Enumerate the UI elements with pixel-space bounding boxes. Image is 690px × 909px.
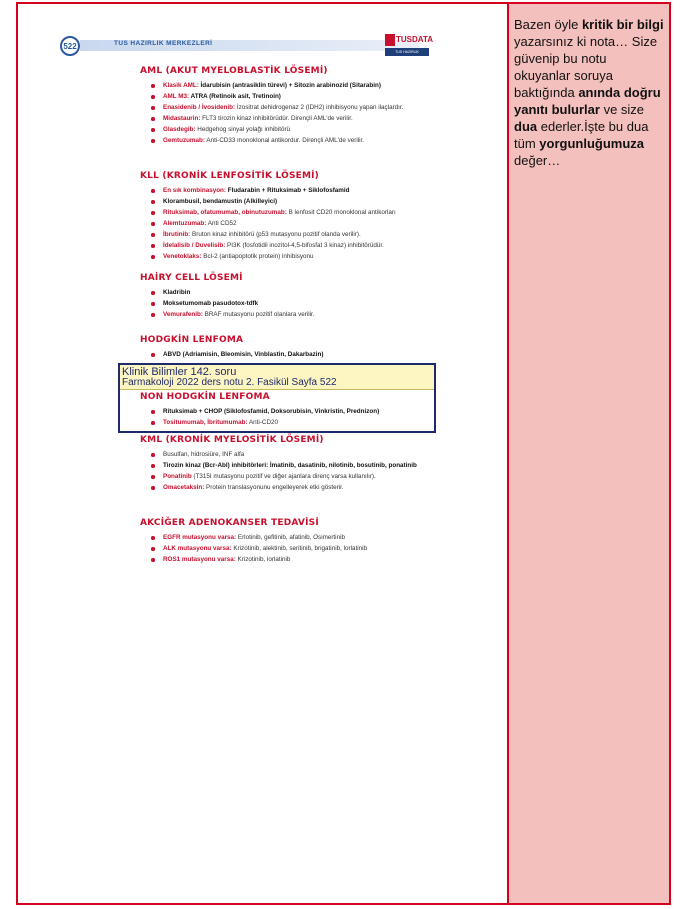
- item-label: Omacetaksin:: [163, 484, 205, 491]
- item-text: ABVD (Adriamisin, Bleomisin, Vinblastin, Dakarbazin): [163, 351, 324, 358]
- emphasis-text: dua: [514, 119, 538, 134]
- item-label: Tositumumab, İbritumumab:: [163, 419, 248, 426]
- header-title: TUS HAZIRLIK MERKEZLERİ: [114, 40, 213, 47]
- item-label: Venetoklaks:: [163, 253, 202, 260]
- item-list: [140, 80, 440, 146]
- note-text: değer…: [514, 153, 561, 168]
- logo-text: TUSDATA: [396, 35, 434, 44]
- list-item: [149, 532, 440, 543]
- item-label: Alemtuzumab:: [163, 220, 207, 227]
- page-number: 522: [60, 36, 80, 56]
- list-item: [149, 185, 440, 196]
- item-label: ROS1 mutasyonu varsa:: [163, 556, 236, 563]
- item-text: İdarubisin (antrasiklin türevi) + Sitozin arabinozid (Sitarabin): [198, 82, 381, 89]
- item-label: Gemtuzumab:: [163, 137, 205, 144]
- item-label: Midastaurin:: [163, 115, 201, 122]
- list-item: [149, 406, 440, 417]
- list-item: [149, 91, 440, 102]
- section-title: HODGKİN LENFOMA: [140, 335, 244, 345]
- item-text: (T315I mutasyonu pozitif ve diğer ajanlara direnç varsa kullanılır).: [191, 473, 376, 480]
- item-text: Rituksimab + CHOP (Siklofosfamid, Doksorubisin, Vinkristin, Prednizon): [163, 408, 380, 415]
- section-title: AML (AKUT MYELOBLASTİK LÖSEMİ): [140, 66, 328, 76]
- list-item: [149, 298, 440, 309]
- item-text: Erlotinib, gefitinib, afatinib, Osimertinib: [236, 534, 345, 541]
- section-title: NON HODGKİN LENFOMA: [140, 392, 270, 402]
- item-label: AML M3:: [163, 93, 190, 100]
- logo-subtext: TUS HAZIRLIK MERKEZLERİ: [385, 48, 429, 56]
- item-text: Anti CD52: [206, 220, 237, 227]
- item-label: Klasik AML:: [163, 82, 199, 89]
- list-item: [149, 554, 440, 565]
- item-list: [140, 406, 440, 428]
- item-label: En sık kombinasyon:: [163, 187, 226, 194]
- section-hairy-cell: [140, 273, 440, 320]
- item-list: [140, 349, 440, 360]
- list-item: [149, 482, 440, 493]
- note-text: Bazen öyle: [514, 17, 582, 32]
- note-line-1: Klinik Bilimler 142. soru: [122, 366, 237, 378]
- logo-mark-icon: [385, 34, 395, 46]
- item-text: Hedgehog sinyal yolağı inhibitörü: [195, 126, 291, 133]
- item-label: Enasidenib / İvosidenib:: [163, 104, 236, 111]
- section-non-hodgkin: [140, 392, 440, 428]
- note-line-2: Farmakoloji 2022 ders notu 2. Fasikül Sayfa 522: [122, 377, 337, 388]
- emphasis-text: yorgunluğumuza: [539, 136, 645, 151]
- item-text: Kladribin: [163, 289, 191, 296]
- list-item: [149, 449, 440, 460]
- sidebar-note: [514, 16, 666, 169]
- list-item: [149, 471, 440, 482]
- item-text: Tirozin kinaz (Bcr-Abl) inhibitörleri: İmatinib, dasatinib, nilotinib, bosutinib, ponatinib: [163, 462, 417, 469]
- list-item: [149, 229, 440, 240]
- section-title: KML (KRONİK MYELOSİTİK LÖSEMİ): [140, 435, 324, 445]
- item-text: Klorambusil, bendamustin (Alkilleyici): [163, 198, 278, 205]
- item-text: Busulfan, hidrosiüre, INF alfa: [163, 451, 245, 458]
- section-akciger: [140, 518, 440, 565]
- item-text: Protein translasyonunu engelleyerek etki gösterir.: [204, 484, 344, 491]
- note-text: yazarsınız ki nota… Size güvenip bu notu okuyanlar soruya baktığında: [514, 34, 658, 100]
- item-text: Krizotinib, alektinib, seritinib, brigatinib, lorlatinib: [231, 545, 368, 552]
- item-text: Krizotinib, lorlatinib: [235, 556, 291, 563]
- item-label: ALK mutasyonu varsa:: [163, 545, 232, 552]
- item-label: Rituksimab, ofatumumab, obinutuzumab:: [163, 209, 287, 216]
- list-item: [149, 113, 440, 124]
- item-list: [140, 449, 440, 493]
- list-item: [149, 124, 440, 135]
- item-text: B lenfosit CD20 monoklonal antikorları: [286, 209, 396, 216]
- item-list: [140, 532, 440, 565]
- note-text: ve size: [599, 102, 645, 117]
- item-list: [140, 287, 440, 320]
- list-item: [149, 135, 440, 146]
- item-text: PI3K (fosfotidil inozitol-4,5-bifosfat 3 kinaz) inhibitörüdür.: [225, 242, 384, 249]
- list-item: [149, 287, 440, 298]
- item-text: Bcl-2 (antiapoptotik protein) inhibisyonu: [201, 253, 314, 260]
- item-text: Anti-CD33 monoklonal antikordur. Dirençli AML'de verilir.: [204, 137, 365, 144]
- section-title: KLL (KRONİK LENFOSİTİK LÖSEMİ): [140, 171, 319, 181]
- section-kml: [140, 435, 440, 493]
- item-list: [140, 185, 440, 262]
- item-text: Moksetumomab pasudotox-tdfk: [163, 300, 259, 307]
- item-label: Ponatinib: [163, 473, 192, 480]
- list-item: [149, 543, 440, 554]
- list-item: [149, 240, 440, 251]
- tusdata-logo: [385, 34, 434, 62]
- item-text: BRAF mutasyonu pozitif olanlara verilir.: [202, 311, 315, 318]
- list-item: [149, 218, 440, 229]
- emphasis-text: kritik bir bilgi: [581, 17, 664, 32]
- section-title: HAİRY CELL LÖSEMİ: [140, 273, 243, 283]
- list-item: [149, 309, 440, 320]
- item-text: Anti-CD20: [247, 419, 278, 426]
- section-title: AKCİĞER ADENOKANSER TEDAVİSİ: [140, 518, 319, 528]
- list-item: [149, 251, 440, 262]
- section-kll: [140, 171, 440, 262]
- item-text: Fludarabin + Rituksimab + Siklofosfamid: [225, 187, 350, 194]
- list-item: [149, 196, 440, 207]
- item-label: Glasdegib:: [163, 126, 196, 133]
- list-item: [149, 102, 440, 113]
- list-item: [149, 207, 440, 218]
- item-label: İbrutinib:: [163, 231, 191, 238]
- emphasis-text: anında doğru yanıtı bulurlar: [514, 85, 661, 117]
- note-text: ederler.İşte bu dua tüm: [514, 119, 649, 151]
- list-item: [149, 460, 440, 471]
- item-text: İzositrat dehidrogenaz 2 (IDH2) inhibisyonu yapan ilaçlardır.: [235, 104, 404, 111]
- list-item: [149, 417, 440, 428]
- list-item: [149, 80, 440, 91]
- item-text: ATRA (Retinoik asit, Tretinoin): [189, 93, 281, 100]
- item-text: Bruton kinaz inhibitörü (p53 mutasyonu pozitif olanda verilir).: [190, 231, 361, 238]
- item-label: EGFR mutasyonu varsa:: [163, 534, 237, 541]
- item-label: İdelalisib / Duvelisib:: [163, 242, 226, 249]
- list-item: [149, 349, 440, 360]
- section-aml: [140, 66, 440, 146]
- item-text: FLT3 tirozin kinaz inhibitörüdür. Dirençli AML'de verilir.: [200, 115, 353, 122]
- section-hodgkin: [140, 335, 440, 360]
- item-label: Vemurafenib:: [163, 311, 203, 318]
